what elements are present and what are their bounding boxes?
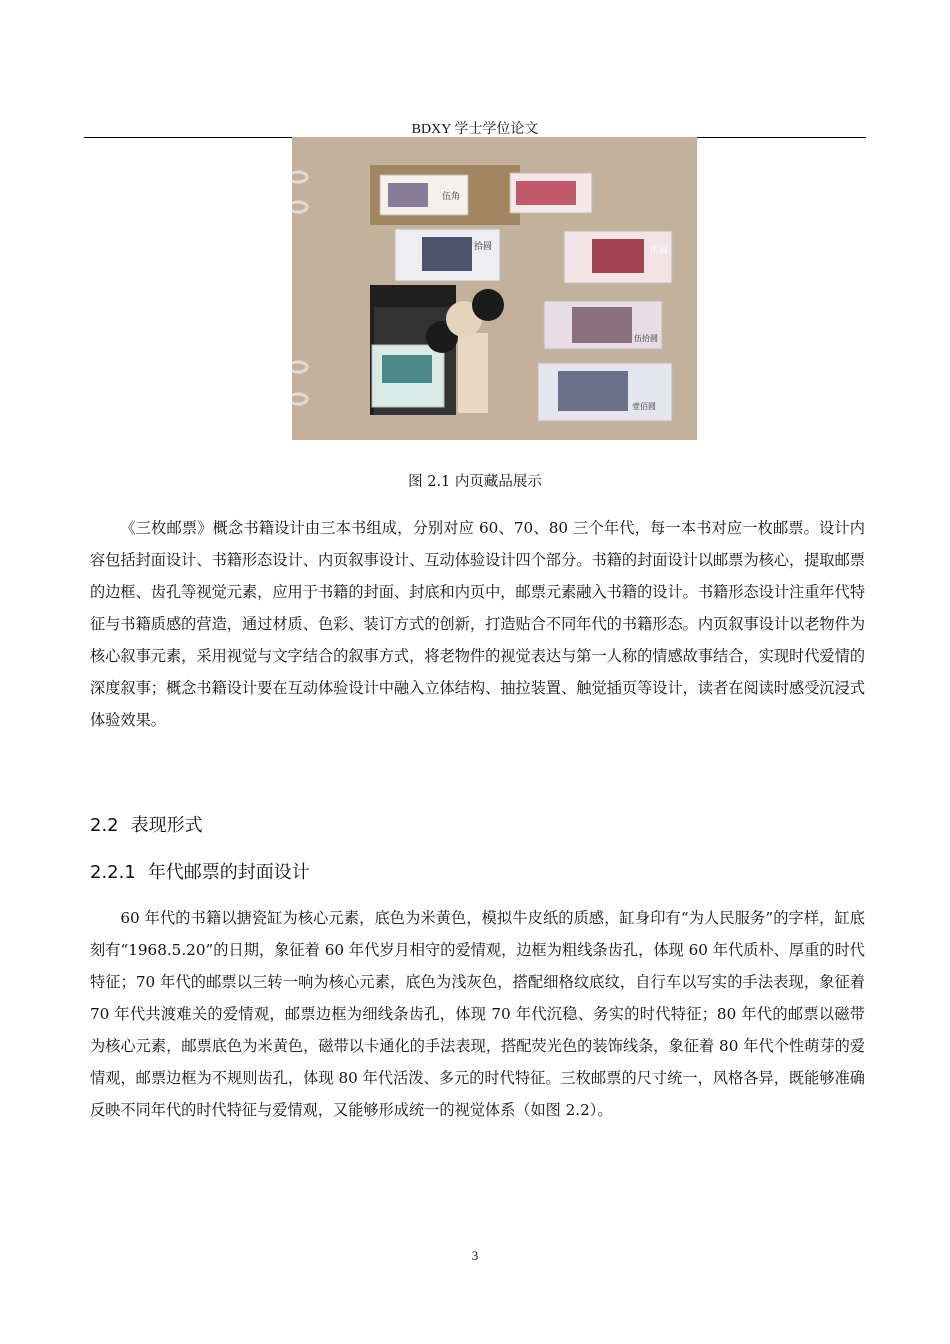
banknote-4	[564, 231, 672, 283]
section-title: 表现形式	[130, 815, 203, 836]
section-number: 2.2	[90, 815, 119, 836]
subsection-number: 2.2.1	[90, 862, 136, 883]
svg-text:伍角: 伍角	[442, 192, 461, 202]
banknote-6	[538, 363, 672, 421]
subsection-heading	[90, 858, 310, 884]
banknote-2	[510, 173, 592, 213]
page-number: 3	[471, 1248, 479, 1263]
collection-photo	[292, 137, 697, 440]
svg-text:伍圆: 伍圆	[650, 246, 669, 256]
paragraph-2: 60 年代的书籍以搪瓷缸为核心元素，底色为米黄色，模拟牛皮纸的质感，缸身印有“为人民服务”的字样，缸底刻有“1968.5.20”的日期，象征着 60 年代岁月相守的爱情观，边框为粗线条齿孔，体现 60 年代质朴、厚重的时代特征；70 年代的邮票以三转一响为核心元素，底色为浅灰色，搭配细格纹底纹，自行车以写实的手法表现，象征着 70 年代共渡难关的爱情观，邮票边框为细线条齿孔，体现 70 年代沉稳、务实的时代特征；80 年代的邮票以磁带为核心元素，邮票底色为米黄色，磁带以卡通化的手法表现，搭配荧光色的装饰线条，象征着 80 年代个性萌芽的爱情观，邮票边框为不规则齿孔，体现 80 年代活泼、多元的时代特征。三枚邮票的尺寸统一，风格各异，既能够准确反映不同年代的时代特征与爱情观，又能够形成统一的视觉体系（如图 2.2）。	[90, 909, 865, 1119]
running-header: BDXY 学士学位论文	[411, 122, 539, 137]
subsection-title: 年代邮票的封面设计	[147, 862, 310, 883]
paragraph-1: 《三枚邮票》概念书籍设计由三本书组成，分别对应 60、70、80 三个年代，每一本书对应一枚邮票。设计内容包括封面设计、书籍形态设计、内页叙事设计、互动体验设计四个部分。书籍的封面设计以邮票为核心，提取邮票的边框、齿孔等视觉元素，应用于书籍的封面、封底和内页中，邮票元素融入书籍的设计。书籍形态设计注重年代特征与书籍质感的营造，通过材质、色彩、装订方式的创新，打造贴合不同年代的书籍形态。内页叙事设计以老物件为核心叙事元素，采用视觉与文字结合的叙事方式，将老物件的视觉表达与第一人称的情感故事结合，实现时代爱情的深度叙事；概念书籍设计要在互动体验设计中融入立体结构、抽拉装置、触觉插页等设计，读者在阅读时感受沉浸式体验效果。	[90, 519, 865, 729]
svg-text:伍拾圆: 伍拾圆	[634, 334, 658, 343]
svg-text:壹佰圆: 壹佰圆	[632, 402, 656, 411]
banknote-1	[380, 175, 468, 215]
section-heading	[90, 811, 203, 837]
svg-text:拾圆: 拾圆	[474, 242, 493, 252]
banknote-5	[544, 301, 662, 349]
banknote-3	[395, 229, 500, 281]
figure-caption: 图 2.1 内页藏品展示	[408, 474, 542, 490]
figure-photo	[292, 137, 697, 440]
